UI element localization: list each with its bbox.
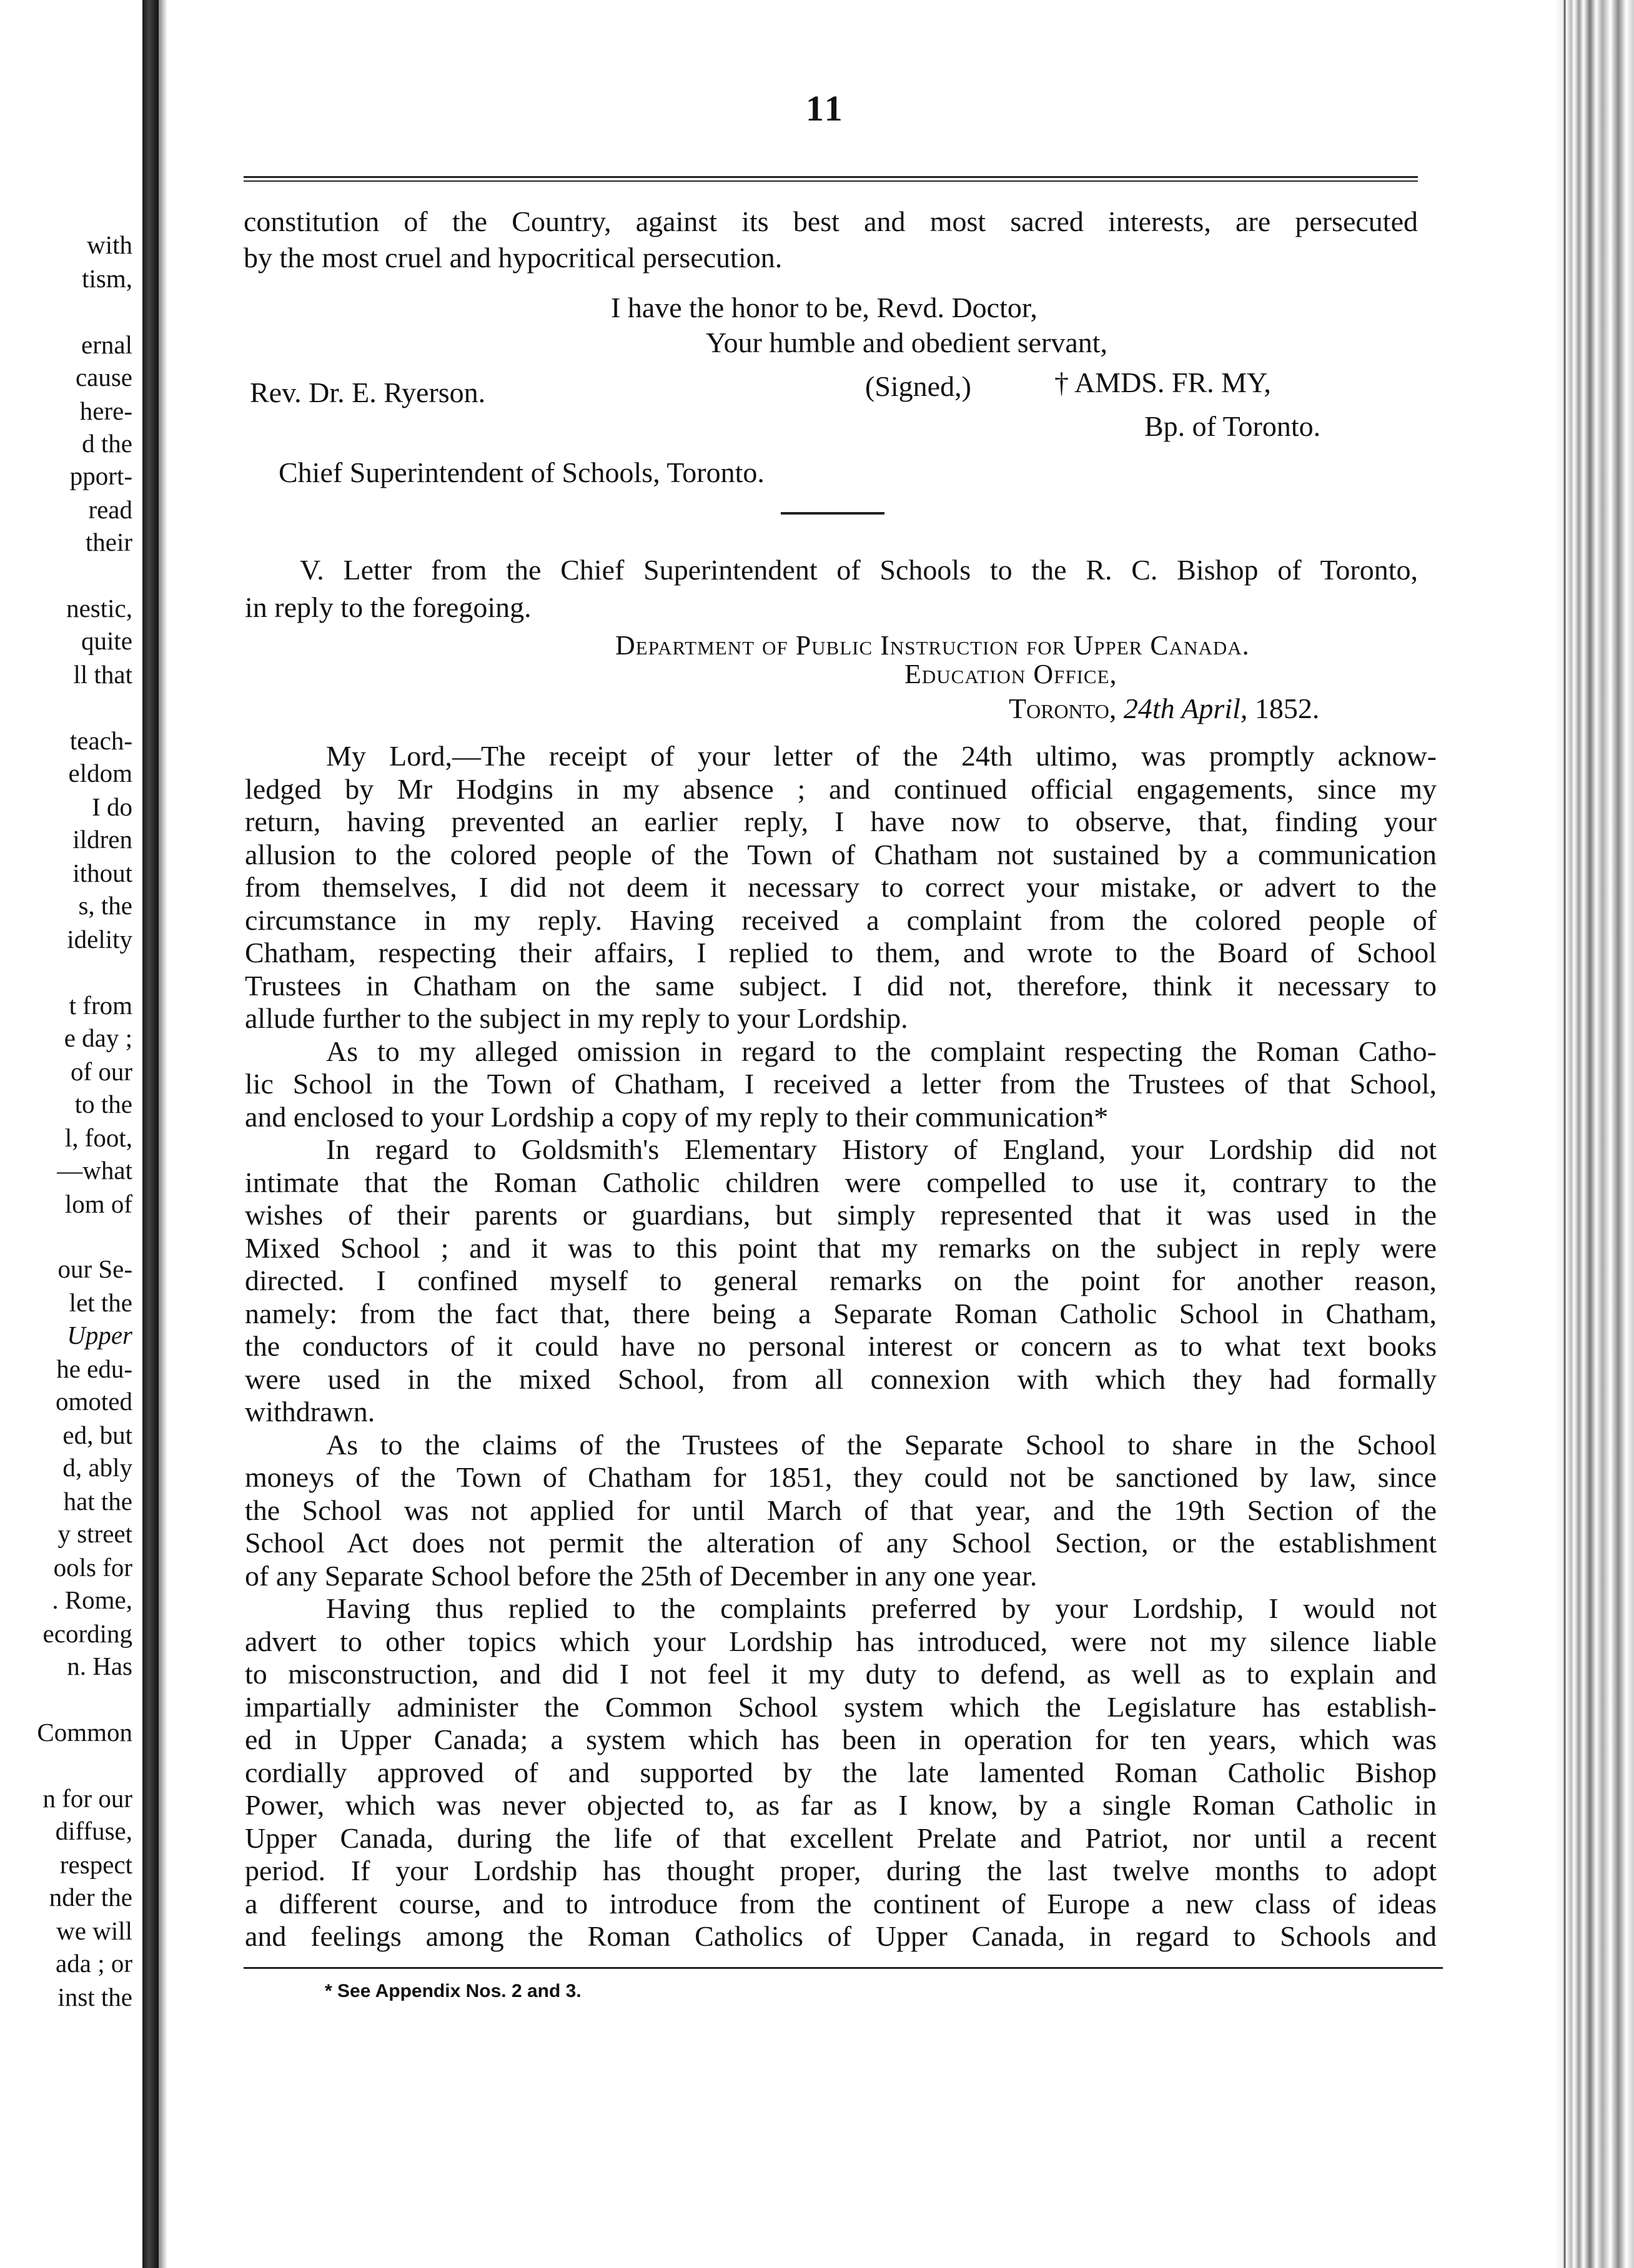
header-rule — [244, 176, 1418, 182]
page-edges — [1555, 0, 1634, 2268]
facing-page-line: let the — [69, 1288, 132, 1317]
closing-signature: † AMDS. FR. MY, — [1054, 367, 1271, 398]
facing-page-line: tism, — [82, 264, 132, 293]
book-gutter — [142, 0, 159, 2268]
body-line: the conductors of it could have no personal interest or concern as to what text books — [245, 1330, 1437, 1362]
facing-page-line: ada ; or — [56, 1949, 132, 1978]
closing-honor: I have the honor to be, Revd. Doctor, — [611, 292, 1037, 323]
facing-page-line: ll that — [73, 660, 132, 689]
body-line: circumstance in my reply. Having received a complaint from the colored people of — [245, 904, 1437, 936]
body-line: cordially approved of and supported by the late lamented Roman Catholic Bishop — [245, 1757, 1437, 1788]
body-line: intimate that the Roman Catholic children were compelled to use it, contrary to the — [245, 1166, 1437, 1198]
facing-page-line: . Rome, — [52, 1585, 132, 1614]
facing-page-line: d, ably — [62, 1453, 132, 1482]
facing-page-line: diffuse, — [55, 1817, 132, 1845]
facing-page-line: to the — [74, 1090, 132, 1118]
closing-signature-title: Bp. of Toronto. — [1144, 410, 1321, 442]
date-line — [1009, 694, 1319, 723]
body-line: return, having prevented an earlier reply, I have now to observe, that, finding your — [245, 806, 1437, 837]
body-line: Chatham, respecting their affairs, I replied to them, and wrote to the Board of School — [245, 937, 1437, 969]
body-line: My Lord,—The receipt of your letter of the 24th ultimo, was promptly acknow- — [326, 740, 1437, 772]
facing-page-strip — [0, 0, 142, 2268]
facing-page-line: t from — [69, 991, 132, 1020]
facing-page-line: ecording — [42, 1619, 132, 1648]
facing-page-line: cause — [75, 363, 132, 392]
closing-line-1: constitution of the Country, against its best and most sacred interests, are persecuted — [244, 205, 1418, 237]
footnote: * See Appendix Nos. 2 and 3. — [325, 1981, 582, 2001]
body-line: the School was not applied for until March of that year, and the 19th Section of the — [245, 1494, 1437, 1526]
facing-page-line: lom of — [64, 1190, 132, 1218]
body-line: ledged by Mr Hodgins in my absence ; and continued official engagements, since my — [245, 773, 1437, 805]
body-line: were used in the mixed School, from all connexion with which they had formally — [245, 1363, 1437, 1395]
facing-page-line: read — [88, 495, 132, 524]
body-line: Having thus replied to the complaints preferred by your Lordship, I would not — [326, 1592, 1437, 1624]
gutter-shadow — [159, 0, 167, 2268]
facing-page-line: pport- — [69, 461, 132, 490]
body-line: Upper Canada, during the life of that excellent Prelate and Patriot, nor until a recent — [245, 1822, 1437, 1854]
body-line: allusion to the colored people of the Town of Chatham not sustained by a communication — [245, 839, 1437, 870]
body-line: lic School in the Town of Chatham, I received a letter from the Trustees of that School, — [245, 1068, 1437, 1100]
department-line: Department of Public Instruction for Upper Canada. — [615, 630, 1250, 661]
facing-page-line: s, the — [78, 891, 132, 920]
facing-page-line: eldom — [68, 759, 132, 787]
body-line: impartially administer the Common School system which the Legislature has establish- — [245, 1691, 1437, 1723]
body-line: allude further to the subject in my reply to your Lordship. — [245, 1002, 908, 1034]
facing-page-line: ildren — [72, 825, 132, 854]
facing-page-line: omoted — [56, 1387, 132, 1416]
facing-page-line: he edu- — [56, 1354, 132, 1383]
facing-page-line: n. Has — [67, 1652, 132, 1680]
facing-page-line: I do — [92, 792, 132, 821]
body-line: wishes of their parents or guardians, but simply represented that it was used in the — [245, 1199, 1437, 1231]
facing-page-line: ernal — [81, 330, 132, 359]
section-divider — [781, 512, 884, 515]
closing-signed: (Signed,) — [865, 370, 971, 402]
closing-servant: Your humble and obedient servant, — [706, 327, 1108, 358]
body-line: and feelings among the Roman Catholics of Upper Canada, in regard to Schools and — [245, 1920, 1437, 1952]
facing-page-line: of our — [70, 1057, 132, 1086]
facing-page-line: Common — [37, 1718, 132, 1747]
facing-page-line: ithout — [72, 859, 132, 887]
body-line: namely: from the fact that, there being a Separate Roman Catholic School in Chatham, — [245, 1298, 1437, 1329]
facing-page-line: idelity — [67, 925, 132, 954]
facing-page-line: we will — [56, 1916, 132, 1945]
body-line: Power, which was never objected to, as far as I know, by a single Roman Catholic in — [245, 1789, 1437, 1821]
body-line: advert to other topics which your Lordship has introduced, were not my silence liable — [245, 1625, 1437, 1657]
facing-page-line: l, foot, — [64, 1123, 132, 1152]
body-line: As to the claims of the Trustees of the Separate School to share in the School — [326, 1429, 1437, 1461]
office-line: Education Office, — [904, 659, 1117, 689]
facing-page-line: y street — [57, 1519, 132, 1548]
date-day: 24th April, — [1123, 693, 1248, 724]
body-line: from themselves, I did not deem it necessary to correct your mistake, or advert to the — [245, 871, 1437, 903]
facing-page-line: respect — [59, 1850, 132, 1879]
body-line: Mixed School ; and it was to this point that my remarks on the subject in reply were — [245, 1232, 1437, 1264]
facing-page-line: hat the — [63, 1487, 132, 1516]
body-line: Trustees in Chatham on the same subject. I did not, therefore, think it necessary to — [245, 970, 1437, 1002]
facing-page-line: Upper — [67, 1321, 132, 1349]
facing-page-line: ools for — [53, 1553, 132, 1582]
closing-addressee-title: Chief Superintendent of Schools, Toronto. — [279, 456, 765, 488]
facing-page-line: n for our — [42, 1784, 132, 1813]
facing-page-line: with — [87, 230, 132, 259]
facing-page-line: ed, but — [62, 1421, 132, 1449]
body-line: ed in Upper Canada; a system which has been in operation for ten years, which was — [245, 1723, 1437, 1755]
section-heading-line-1: V. Letter from the Chief Superintendent of Schools to the R. C. Bishop of Toronto, — [300, 554, 1418, 586]
date-place: Toronto, — [1009, 693, 1117, 724]
body-line: In regard to Goldsmith's Elementary History of England, your Lordship did not — [326, 1133, 1437, 1165]
body-line: School Act does not permit the alteration of any School Section, or the establishment — [245, 1527, 1437, 1559]
body-line: a different course, and to introduce from the continent of Europe a new class of ideas — [245, 1888, 1437, 1920]
facing-page-line: nder the — [49, 1883, 132, 1911]
body-line: to misconstruction, and did I not feel it my duty to defend, as well as to explain and — [245, 1658, 1437, 1690]
facing-page-line: —what — [57, 1156, 132, 1185]
facing-page-line: teach- — [69, 726, 132, 755]
body-line: withdrawn. — [245, 1396, 375, 1427]
footnote-rule — [244, 1967, 1443, 1969]
page-number: 11 — [806, 88, 845, 129]
body-line: period. If your Lordship has thought proper, during the last twelve months to adopt — [245, 1855, 1437, 1886]
body-line: directed. I confined myself to general remarks on the point for another reason, — [245, 1265, 1437, 1296]
facing-page-line: inst the — [57, 1983, 132, 2011]
body-line: As to my alleged omission in regard to the complaint respecting the Roman Catho- — [326, 1035, 1437, 1067]
closing-line-2: by the most cruel and hypocritical persecution. — [244, 242, 783, 274]
body-line: of any Separate School before the 25th of December in any one year. — [245, 1560, 1037, 1592]
closing-addressee: Rev. Dr. E. Ryerson. — [250, 377, 486, 408]
facing-page-line: here- — [79, 397, 132, 425]
facing-page-line: d the — [82, 429, 132, 458]
section-heading-line-2: in reply to the foregoing. — [245, 591, 532, 623]
facing-page-line: their — [85, 528, 132, 556]
facing-page-line: quite — [81, 626, 132, 655]
body-line: moneys of the Town of Chatham for 1851, they could not be sanctioned by law, since — [245, 1461, 1437, 1493]
body-line: and enclosed to your Lordship a copy of my reply to their communication* — [245, 1101, 1109, 1133]
facing-page-line: nestic, — [66, 594, 132, 623]
facing-page-line: e day ; — [64, 1023, 132, 1052]
date-year: 1852. — [1254, 693, 1320, 724]
facing-page-line: our Se- — [57, 1255, 132, 1283]
